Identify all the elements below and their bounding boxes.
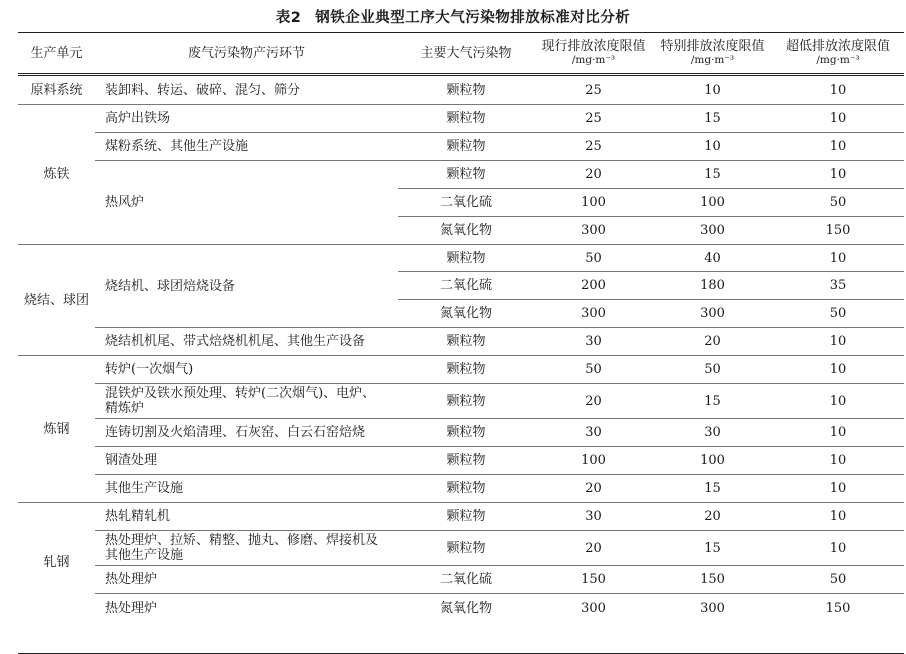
ultra-limit-cell: 150 xyxy=(825,600,851,616)
pollutant-cell: 颗粒物 xyxy=(398,419,534,447)
unit-cell: 原料系统 xyxy=(18,76,95,105)
special-limit-cell: 50 xyxy=(653,356,772,384)
special-limit-cell: 100 xyxy=(653,447,772,475)
ultra-limit-cell: 10 xyxy=(772,384,904,419)
process-cell: 连铸切割及火焰清理、石灰窑、白云石窑焙烧 xyxy=(95,419,398,447)
current-limit-cell: 20 xyxy=(534,531,653,566)
special-limit-cell: 300 xyxy=(700,600,725,616)
ultra-limit-cell: 10 xyxy=(772,503,904,531)
header-current-unit: /mg·m⁻³ xyxy=(571,54,616,66)
process-cell: 热处理炉 xyxy=(105,600,158,616)
ultra-limit-cell: 10 xyxy=(772,531,904,566)
ultra-limit-cell: 10 xyxy=(772,447,904,475)
special-limit-cell: 20 xyxy=(653,328,772,356)
header-pollutant: 主要大气污染物 xyxy=(398,33,534,74)
ultra-limit-cell: 10 xyxy=(772,76,904,105)
pollutant-cell: 氮氧化物 xyxy=(439,600,492,616)
pollutant-cell: 二氧化硫 xyxy=(398,272,534,300)
special-limit-cell: 300 xyxy=(653,300,772,328)
current-limit-cell: 100 xyxy=(534,189,653,217)
process-cell: 热轧精轧机 xyxy=(95,503,398,531)
emission-standards-table xyxy=(18,32,904,654)
current-limit-cell: 200 xyxy=(534,272,653,300)
header-current-label: 现行排放浓度限值 xyxy=(541,39,646,54)
pollutant-cell: 颗粒物 xyxy=(398,161,534,189)
ultra-limit-cell: 10 xyxy=(772,356,904,384)
special-limit-cell: 15 xyxy=(653,105,772,133)
ultra-limit-cell: 10 xyxy=(772,245,904,272)
pollutant-cell: 颗粒物 xyxy=(398,475,534,503)
header-current-limit xyxy=(534,33,653,74)
special-limit-cell: 150 xyxy=(653,566,772,594)
process-cell: 热处理炉、拉矫、精整、抛丸、修磨、焊接机及其他生产设施 xyxy=(95,531,398,566)
unit-cell: 炼钢 xyxy=(18,356,95,503)
special-limit-cell: 15 xyxy=(653,531,772,566)
header-special-limit xyxy=(653,33,772,74)
special-limit-cell: 15 xyxy=(653,384,772,419)
pollutant-cell: 颗粒物 xyxy=(398,133,534,161)
process-cell: 其他生产设施 xyxy=(95,475,398,503)
process-cell: 转炉(一次烟气) xyxy=(95,356,398,384)
ultra-limit-cell: 10 xyxy=(772,419,904,447)
table-number: 表2 xyxy=(275,10,302,26)
ultra-limit-cell: 150 xyxy=(772,217,904,245)
special-limit-cell: 15 xyxy=(653,475,772,503)
header-ultra-limit xyxy=(772,33,904,74)
pollutant-cell: 颗粒物 xyxy=(398,447,534,475)
pollutant-cell: 二氧化硫 xyxy=(398,566,534,594)
ultra-limit-cell: 50 xyxy=(772,189,904,217)
header-special-unit: /mg·m⁻³ xyxy=(690,54,735,66)
special-limit-cell: 15 xyxy=(653,161,772,189)
unit-cell: 轧钢 xyxy=(43,555,70,570)
pollutant-cell: 颗粒物 xyxy=(398,328,534,356)
special-limit-cell: 30 xyxy=(653,419,772,447)
current-limit-cell: 25 xyxy=(534,76,653,105)
current-limit-cell: 150 xyxy=(534,566,653,594)
ultra-limit-cell: 10 xyxy=(772,328,904,356)
ultra-limit-cell: 10 xyxy=(772,133,904,161)
process-cell: 装卸料、转运、破碎、混匀、筛分 xyxy=(95,76,398,105)
process-cell: 热处理炉 xyxy=(95,566,398,594)
pollutant-cell: 颗粒物 xyxy=(398,531,534,566)
header-ultra-unit: /mg·m⁻³ xyxy=(816,54,860,66)
pollutant-cell: 二氧化硫 xyxy=(398,189,534,217)
ultra-limit-cell: 10 xyxy=(772,475,904,503)
current-limit-cell: 20 xyxy=(534,161,653,189)
current-limit-cell: 30 xyxy=(534,503,653,531)
table-title xyxy=(0,7,906,29)
process-cell: 混铁炉及铁水预处理、转炉(二次烟气)、电炉、精炼炉 xyxy=(95,384,398,419)
special-limit-cell: 20 xyxy=(653,503,772,531)
process-cell: 高炉出铁场 xyxy=(95,105,398,133)
current-limit-cell: 30 xyxy=(534,328,653,356)
pollutant-cell: 颗粒物 xyxy=(398,76,534,105)
current-limit-cell: 20 xyxy=(534,384,653,419)
header-production-unit: 生产单元 xyxy=(18,33,95,74)
pollutant-cell: 氮氧化物 xyxy=(398,300,534,328)
current-limit-cell: 25 xyxy=(534,105,653,133)
special-limit-cell: 10 xyxy=(653,133,772,161)
current-limit-cell: 100 xyxy=(534,447,653,475)
ultra-limit-cell: 50 xyxy=(772,300,904,328)
process-cell: 烧结机机尾、带式焙烧机机尾、其他生产设备 xyxy=(95,328,398,356)
pollutant-cell: 颗粒物 xyxy=(398,356,534,384)
ultra-limit-cell: 10 xyxy=(772,105,904,133)
current-limit-cell: 50 xyxy=(534,356,653,384)
special-limit-cell: 100 xyxy=(653,189,772,217)
current-limit-cell: 20 xyxy=(534,475,653,503)
process-cell: 烧结机、球团焙烧设备 xyxy=(95,245,398,328)
pollutant-cell: 颗粒物 xyxy=(398,245,534,272)
current-limit-cell: 300 xyxy=(534,217,653,245)
unit-cell: 烧结、球团 xyxy=(18,245,95,356)
header-special-label: 特别排放浓度限值 xyxy=(660,39,765,54)
current-limit-cell: 30 xyxy=(534,419,653,447)
process-cell: 钢渣处理 xyxy=(95,447,398,475)
ultra-limit-cell: 10 xyxy=(772,161,904,189)
pollutant-cell: 颗粒物 xyxy=(398,105,534,133)
current-limit-cell: 50 xyxy=(534,245,653,272)
current-limit-cell: 25 xyxy=(534,133,653,161)
current-limit-cell: 300 xyxy=(534,300,653,328)
pollutant-cell: 颗粒物 xyxy=(398,503,534,531)
ultra-limit-cell: 50 xyxy=(772,566,904,594)
special-limit-cell: 180 xyxy=(653,272,772,300)
header-process: 废气污染物产污环节 xyxy=(95,33,398,74)
unit-cell: 炼铁 xyxy=(18,105,95,245)
special-limit-cell: 300 xyxy=(653,217,772,245)
current-limit-cell: 300 xyxy=(581,600,606,616)
table-title-text: 钢铁企业典型工序大气污染物排放标准对比分析 xyxy=(315,10,631,26)
special-limit-cell: 10 xyxy=(653,76,772,105)
ultra-limit-cell: 35 xyxy=(772,272,904,300)
pollutant-cell: 颗粒物 xyxy=(398,384,534,419)
pollutant-cell: 氮氧化物 xyxy=(398,217,534,245)
process-cell: 煤粉系统、其他生产设施 xyxy=(95,133,398,161)
header-ultra-label: 超低排放浓度限值 xyxy=(785,39,890,54)
special-limit-cell: 40 xyxy=(653,245,772,272)
process-cell: 热风炉 xyxy=(95,161,398,245)
